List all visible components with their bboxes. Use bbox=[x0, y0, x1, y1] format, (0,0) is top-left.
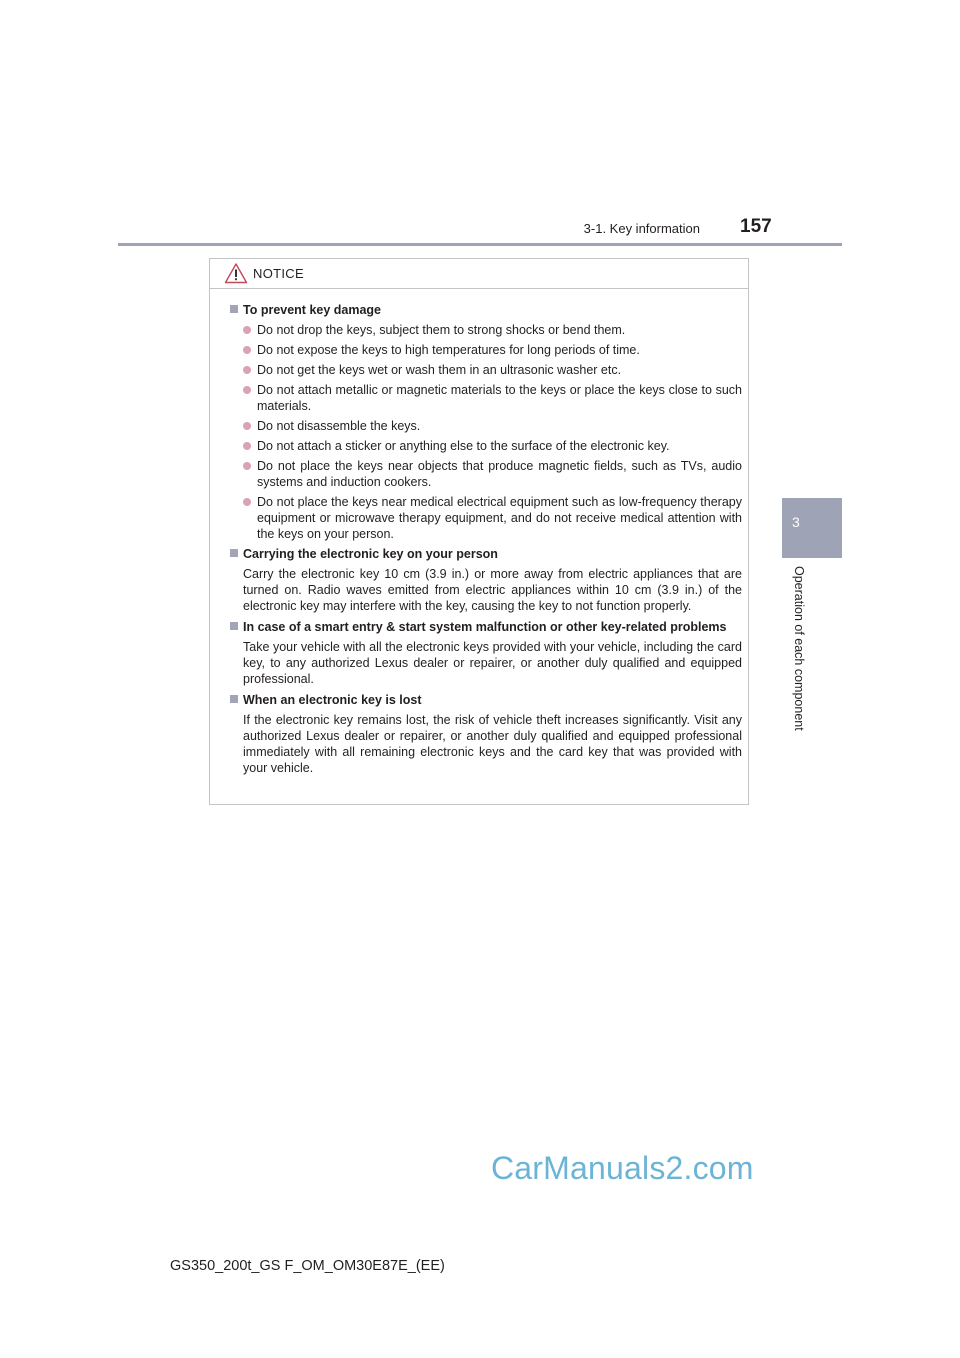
notice-box bbox=[209, 258, 749, 805]
square-bullet-icon bbox=[230, 622, 238, 630]
section-text: If the electronic key remains lost, the risk of vehicle theft increases significantly. Visit any authorized Lexus dealer or repairer, or another duly qualified and equipped professional immediately with all remaining electronic keys and the card key that was provided with your vehicle. bbox=[243, 713, 742, 775]
chapter-label: Operation of each component bbox=[792, 566, 806, 731]
notice-title: NOTICE bbox=[253, 266, 304, 281]
section-heading: In case of a smart entry & start system malfunction or other key-related problems bbox=[229, 619, 742, 635]
section-heading: Carrying the electronic key on your person bbox=[229, 546, 742, 562]
section-heading: When an electronic key is lost bbox=[229, 692, 742, 708]
round-bullet-icon bbox=[243, 442, 251, 450]
round-bullet-icon bbox=[243, 462, 251, 470]
list-item: Do not expose the keys to high temperatures for long periods of time. bbox=[229, 342, 742, 358]
square-bullet-icon bbox=[230, 695, 238, 703]
chapter-number: 3 bbox=[792, 514, 800, 530]
list-item: Do not drop the keys, subject them to strong shocks or bend them. bbox=[229, 322, 742, 338]
list-item: Do not disassemble the keys. bbox=[229, 418, 742, 434]
round-bullet-icon bbox=[243, 326, 251, 334]
section-text: Carry the electronic key 10 cm (3.9 in.) or more away from electric appliances that are turned on. Radio waves emitted from electric appliances within 10 cm (3.9 in.) of the electronic key may interfere with the key, causing the key to not function properly. bbox=[243, 567, 742, 613]
list-item: Do not attach metallic or magnetic materials to the keys or place the keys close to such materials. bbox=[229, 382, 742, 414]
list-item: Do not place the keys near medical electrical equipment such as low-frequency therapy equipment or microwave therapy equipment, and do not receive medical attention with the keys on your person. bbox=[229, 494, 742, 542]
section-title: 3-1. Key information bbox=[583, 221, 700, 236]
round-bullet-icon bbox=[243, 366, 251, 374]
list-item: Do not attach a sticker or anything else to the surface of the electronic key. bbox=[229, 438, 742, 454]
list-item: Do not get the keys wet or wash them in an ultrasonic washer etc. bbox=[229, 362, 742, 378]
chapter-tab bbox=[782, 498, 842, 558]
notice-header bbox=[210, 259, 748, 289]
round-bullet-icon bbox=[243, 386, 251, 394]
document-code: GS350_200t_GS F_OM_OM30E87E_(EE) bbox=[170, 1258, 445, 1274]
round-bullet-icon bbox=[243, 346, 251, 354]
square-bullet-icon bbox=[230, 549, 238, 557]
warning-triangle-icon bbox=[224, 262, 248, 284]
round-bullet-icon bbox=[243, 422, 251, 430]
section-heading: To prevent key damage bbox=[229, 302, 742, 318]
list-item: Do not place the keys near objects that produce magnetic fields, such as TVs, audio systems and induction cookers. bbox=[229, 458, 742, 490]
round-bullet-icon bbox=[243, 498, 251, 506]
square-bullet-icon bbox=[230, 305, 238, 313]
header-rule bbox=[118, 243, 842, 246]
watermark-logo: CarManuals2.com bbox=[491, 1150, 754, 1186]
page-number: 157 bbox=[740, 216, 772, 237]
section-text: Take your vehicle with all the electronic keys provided with your vehicle, including the card key, to any authorized Lexus dealer or repairer, or another duly qualified and equipped professional. bbox=[243, 640, 742, 686]
notice-body bbox=[210, 289, 748, 776]
